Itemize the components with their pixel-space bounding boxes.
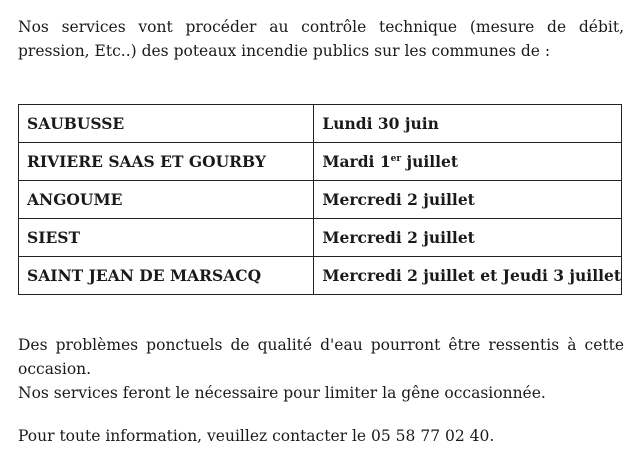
table-row	[19, 219, 622, 257]
schedule-table	[18, 104, 622, 295]
date-text: Lundi 30 juin	[322, 114, 439, 133]
date-cell	[314, 219, 622, 257]
water-quality-paragraph: Des problèmes ponctuels de qualité d'eau pourront être ressentis à cette occasion.	[18, 336, 624, 378]
date-text: Mardi 1	[322, 152, 391, 171]
table-row	[19, 181, 622, 219]
date-text: Mercredi 2 juillet	[322, 228, 475, 247]
commune-cell: SIEST	[19, 219, 314, 257]
table-row	[19, 143, 622, 181]
date-text: Mercredi 2 juillet	[322, 190, 475, 209]
table-row	[19, 257, 622, 295]
commune-cell: RIVIERE SAAS ET GOURBY	[19, 143, 314, 181]
date-text-rest: juillet	[401, 152, 459, 171]
services-paragraph: Nos services feront le nécessaire pour limiter la gêne occasionnée.	[18, 384, 546, 402]
intro-paragraph: Nos services vont procéder au contrôle technique (mesure de débit, pression, Etc..) des poteaux incendie publics sur les communes de :	[18, 18, 624, 60]
commune-cell: SAUBUSSE	[19, 105, 314, 143]
contact-paragraph: Pour toute information, veuillez contacter le 05 58 77 02 40.	[18, 427, 495, 445]
date-cell	[314, 105, 622, 143]
table-row	[19, 105, 622, 143]
date-text: Mercredi 2 juillet et Jeudi 3 juillet	[322, 266, 621, 285]
commune-cell: SAINT JEAN DE MARSACQ	[19, 257, 314, 295]
outro-block	[18, 333, 624, 405]
date-cell	[314, 257, 622, 295]
ordinal-superscript: er	[390, 154, 402, 164]
commune-cell: ANGOUME	[19, 181, 314, 219]
date-cell	[314, 181, 622, 219]
date-cell	[314, 143, 622, 181]
